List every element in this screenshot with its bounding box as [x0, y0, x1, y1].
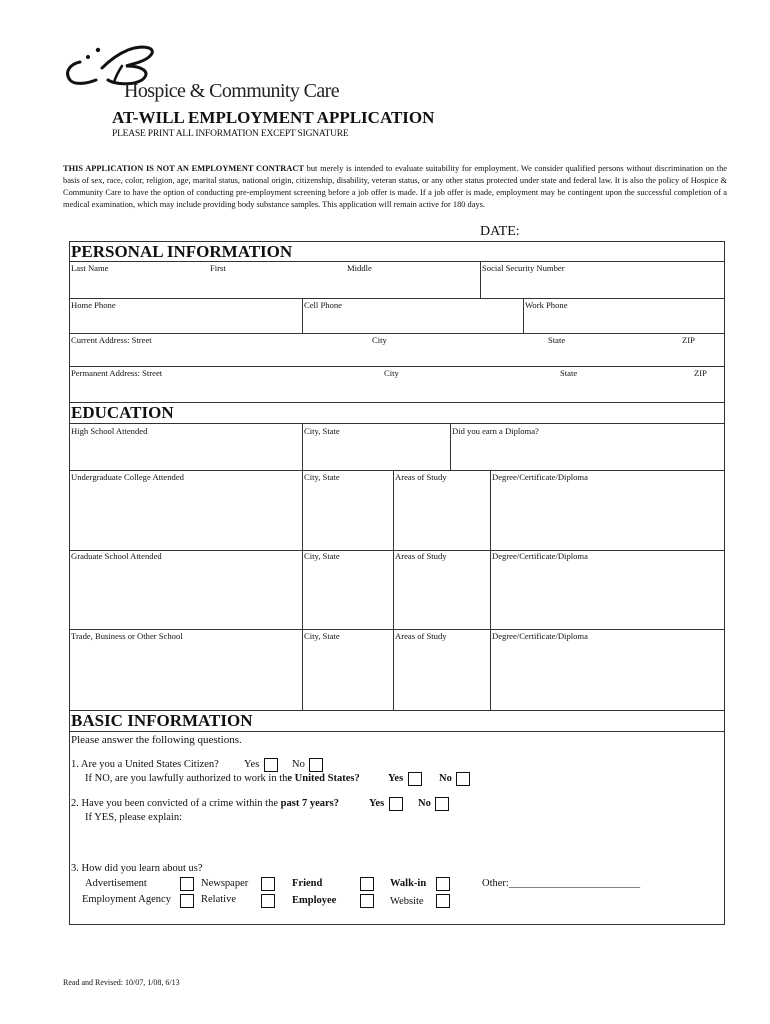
question-referral: 3. How did you learn about us? [71, 863, 203, 874]
question-convicted [71, 798, 339, 809]
permanent-address-state-field[interactable]: State [560, 368, 578, 378]
disclaimer-text: but merely is intended to evaluate suitability for employment. We consider qualified persons without discrimination on the basis of sex, race, color, religion, age, marital status, national origin, citizenship, disability, veteran status, or any other status protected under state and federal law. It is also the policy of Hospice & Community Care to have the option of conducting pre-employment screening before a job offer is made. If a job offer is made, employment may be contingent upon the successful completion of a medical examination, which may include providing body substance samples. This application will remain active for 180 days. [63, 164, 727, 209]
section-personal-heading: PERSONAL INFORMATION [71, 242, 293, 261]
organization-name: Hospice & Community Care [124, 80, 340, 102]
convicted-yes-label [369, 798, 384, 809]
divider [302, 423, 303, 470]
trade-city-state-field[interactable]: City, State [304, 631, 340, 641]
middle-name-field[interactable]: Middle [347, 263, 372, 273]
employee-label [292, 895, 336, 906]
divider [69, 261, 725, 262]
section-education-heading: EDUCATION [71, 403, 174, 422]
friend-checkbox[interactable] [360, 877, 374, 891]
convicted-no-label [418, 798, 431, 809]
friend-text: Friend [292, 878, 323, 889]
divider [69, 470, 725, 471]
divider [393, 550, 394, 629]
disclaimer-bold: THIS APPLICATION IS NOT AN EMPLOYMENT CONTRACT [63, 164, 304, 173]
question-convicted-text: 2. Have you been convicted of a crime within the [71, 798, 281, 809]
divider [523, 298, 524, 333]
divider [69, 423, 725, 424]
citizen-no-label: No [292, 759, 305, 770]
current-address-city-field[interactable]: City [372, 335, 387, 345]
home-phone-field[interactable]: Home Phone [71, 300, 116, 310]
current-address-street-field[interactable]: Current Address: Street [71, 335, 152, 345]
graduate-areas-field[interactable]: Areas of Study [395, 551, 447, 561]
relative-checkbox[interactable] [261, 894, 275, 908]
citizen-yes-checkbox[interactable] [264, 758, 278, 772]
divider [490, 470, 491, 550]
disclaimer [63, 163, 727, 211]
relative-label: Relative [201, 894, 236, 905]
divider [69, 333, 725, 334]
advertisement-checkbox[interactable] [180, 877, 194, 891]
trade-degree-field[interactable]: Degree/Certificate/Diploma [492, 631, 588, 641]
citizen-yes-label: Yes [244, 759, 260, 770]
ssn-field[interactable]: Social Security Number [482, 263, 565, 273]
divider [69, 298, 725, 299]
employment-agency-checkbox[interactable] [180, 894, 194, 908]
graduate-city-state-field[interactable]: City, State [304, 551, 340, 561]
question-authorized [85, 773, 360, 784]
divider [69, 731, 725, 732]
section-basic-heading: BASIC INFORMATION [71, 711, 253, 730]
diploma-question-field[interactable]: Did you earn a Diploma? [452, 426, 539, 436]
revision-footer: Read and Revised: 10/07, 1/08, 6/13 [63, 978, 180, 987]
authorized-no-text: No [439, 773, 452, 784]
graduate-degree-field[interactable]: Degree/Certificate/Diploma [492, 551, 588, 561]
first-name-field[interactable]: First [210, 263, 226, 273]
authorized-no-checkbox[interactable] [456, 772, 470, 786]
permanent-address-city-field[interactable]: City [384, 368, 399, 378]
divider [480, 261, 481, 298]
high-school-field[interactable]: High School Attended [71, 426, 148, 436]
divider [490, 550, 491, 629]
walkin-text: Walk-in [390, 878, 427, 889]
page-title: AT-WILL EMPLOYMENT APPLICATION [112, 108, 435, 127]
high-school-city-state-field[interactable]: City, State [304, 426, 340, 436]
newspaper-checkbox[interactable] [261, 877, 275, 891]
employee-text: Employee [292, 895, 337, 906]
authorized-yes-label [388, 773, 403, 784]
authorized-no-label [439, 773, 452, 784]
trade-areas-field[interactable]: Areas of Study [395, 631, 447, 641]
employee-checkbox[interactable] [360, 894, 374, 908]
friend-label [292, 878, 322, 889]
convicted-yes-checkbox[interactable] [389, 797, 403, 811]
undergraduate-college-field[interactable]: Undergraduate College Attended [71, 472, 184, 482]
divider [302, 629, 303, 710]
authorized-yes-checkbox[interactable] [408, 772, 422, 786]
website-checkbox[interactable] [436, 894, 450, 908]
other-field[interactable]: Other:_________________________ [482, 878, 641, 889]
question-authorized-text: If NO, are you lawfully authorized to work in th [85, 773, 288, 784]
graduate-school-field[interactable]: Graduate School Attended [71, 551, 162, 561]
question-citizen: 1. Are you a United States Citizen? [71, 759, 219, 770]
divider [302, 550, 303, 629]
page-subtitle: PLEASE PRINT ALL INFORMATION EXCEPT SIGNATURE [112, 129, 349, 139]
work-phone-field[interactable]: Work Phone [525, 300, 568, 310]
cell-phone-field[interactable]: Cell Phone [304, 300, 342, 310]
newspaper-label: Newspaper [201, 878, 249, 889]
date-label: DATE: [480, 224, 520, 239]
undergraduate-city-state-field[interactable]: City, State [304, 472, 340, 482]
permanent-address-zip-field[interactable]: ZIP [694, 368, 707, 378]
divider [393, 470, 394, 550]
citizen-no-checkbox[interactable] [309, 758, 323, 772]
walkin-label [390, 878, 426, 889]
divider [69, 366, 725, 367]
authorized-yes-text: Yes [388, 773, 404, 784]
current-address-zip-field[interactable]: ZIP [682, 335, 695, 345]
basic-intro: Please answer the following questions. [71, 734, 242, 746]
question-authorized-bold: e United States? [287, 773, 360, 784]
trade-school-field[interactable]: Trade, Business or Other School [71, 631, 183, 641]
convicted-yes-text: Yes [369, 798, 385, 809]
form-border-left [69, 241, 70, 925]
question-explain: If YES, please explain: [85, 812, 182, 823]
divider [302, 298, 303, 333]
undergraduate-degree-field[interactable]: Degree/Certificate/Diploma [492, 472, 588, 482]
advertisement-label: Advertisement [85, 878, 147, 889]
employment-agency-label: Employment Agency [82, 894, 171, 905]
convicted-no-text: No [418, 798, 431, 809]
divider [393, 629, 394, 710]
divider [490, 629, 491, 710]
last-name-field[interactable]: Last Name [71, 263, 109, 273]
form-border-right [724, 241, 725, 925]
divider [302, 470, 303, 550]
convicted-no-checkbox[interactable] [435, 797, 449, 811]
divider [69, 629, 725, 630]
divider [450, 423, 451, 470]
question-convicted-bold: past 7 years? [280, 798, 339, 809]
current-address-state-field[interactable]: State [548, 335, 566, 345]
form-border-bottom [69, 924, 725, 925]
walkin-checkbox[interactable] [436, 877, 450, 891]
website-label: Website [390, 896, 424, 907]
undergraduate-areas-field[interactable]: Areas of Study [395, 472, 447, 482]
permanent-address-street-field[interactable]: Permanent Address: Street [71, 368, 163, 378]
